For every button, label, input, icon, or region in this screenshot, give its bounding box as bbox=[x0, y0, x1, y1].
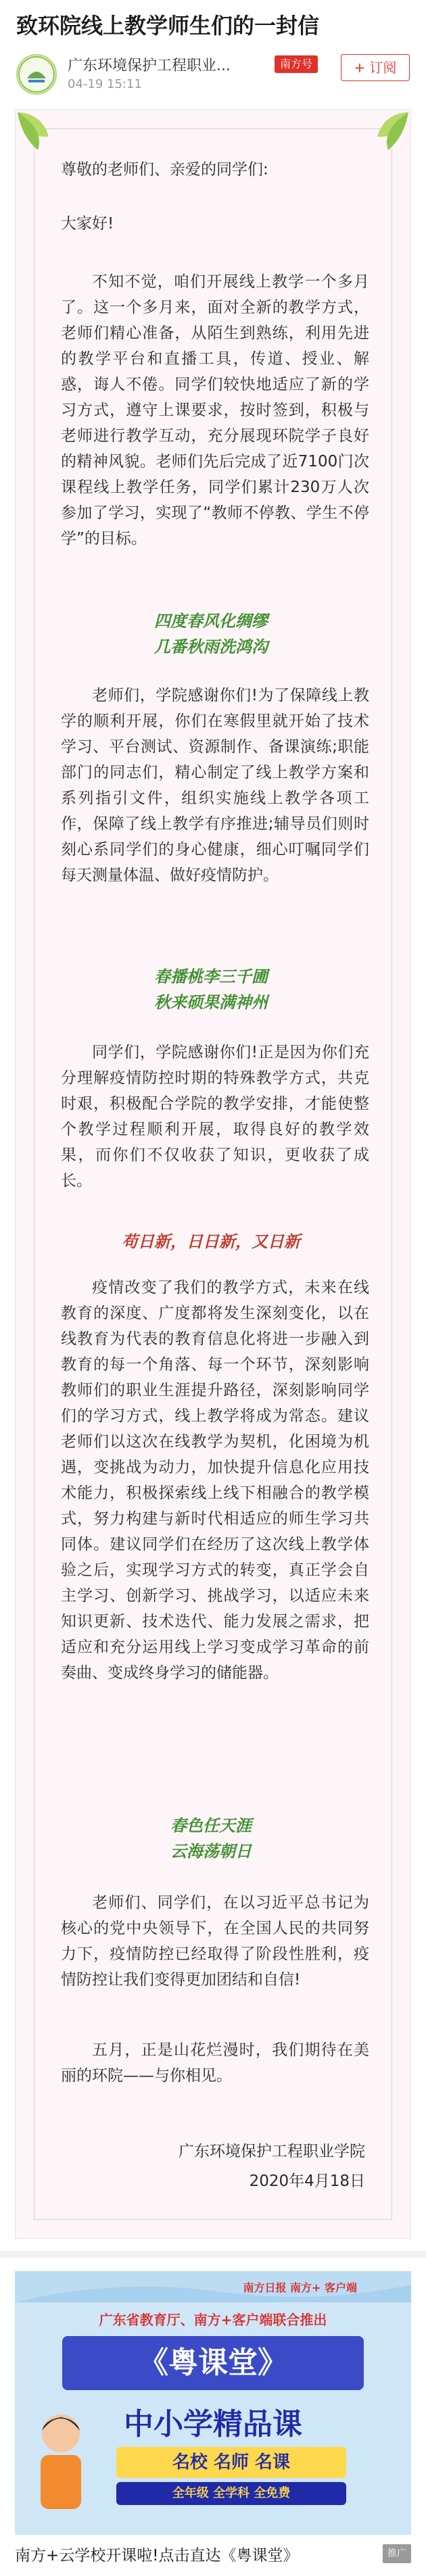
leaf-decoration-icon bbox=[364, 110, 411, 157]
paragraph-2: 老师们，学院感谢你们!为了保障线上教学的顺利开展，你们在寒假里就开始了技术学习、平台测试、资源制作、备课演练;职能部门的同志们，精心制定了线上教学方案和系列指引文件，组织实施线上教学各项工作，保障了线上教学有序推进;辅导员们则时刻心系同学们的身心健康，细心叮嘱同学们每天测量体温、做好疫情防护。 bbox=[61, 687, 369, 884]
paragraph-5: 老师们、同学们，在以习近平总书记为核心的党中央领导下，在全国人民的共同努力下，疫情防控已经取得了阶段性胜利，疫情防控让我们变得更加团结和自信! bbox=[61, 1894, 369, 1989]
promo-banner[interactable] bbox=[15, 2271, 411, 2535]
banner-tagline-2: 全年级 全学科 全免费 bbox=[116, 2482, 346, 2505]
publish-date: 04-19 15:11 bbox=[68, 77, 142, 91]
banner-logos: 南方日报 南方+ 客户端 bbox=[243, 2281, 357, 2294]
paragraph-6: 五月，正是山花烂漫时，我们期待在美丽的环院——与你相见。 bbox=[61, 2041, 369, 2085]
letter-date: 2020年4月18日 bbox=[249, 2172, 365, 2190]
author-name[interactable]: 广东环境保护工程职业... bbox=[68, 57, 231, 74]
paragraph-1: 不知不觉，咱们开展线上教学一个多月了。这一个多月来，面对全新的教学方式，老师们精心准备，从陌生到熟练，利用先进的教学平台和直播工具，传道、授业、解惑，诲人不倦。同学们较快地适应了新的学习方式，遵守上课要求，按时签到，积极与老师进行教学互动，充分展现环院学子良好的精神风貌。老师们先后完成了近7100门次课程线上教学任务，同学们累计230万人次参加了学习，实现了“教师不停教、学生不停学”的目标。 bbox=[61, 273, 369, 548]
article-meta bbox=[16, 53, 415, 100]
leaf-decoration-icon bbox=[15, 110, 62, 157]
section-heading-1a: 四度春风化绸缪 bbox=[154, 611, 268, 631]
section-heading-2a: 春播桃李三千圃 bbox=[154, 967, 268, 986]
banner-heading: 中小学精品课 bbox=[124, 2407, 302, 2441]
section-divider bbox=[0, 2251, 426, 2258]
promo-tag: 推广 bbox=[383, 2544, 411, 2563]
letter-card bbox=[15, 110, 411, 2239]
subscribe-button[interactable]: + 订阅 bbox=[341, 54, 410, 81]
section-heading-4b: 云海荡朝日 bbox=[170, 1841, 252, 1861]
article-title: 致环院线上教学师生们的一封信 bbox=[16, 13, 320, 39]
student-illustration-icon bbox=[20, 2406, 101, 2521]
school-logo-icon[interactable] bbox=[16, 54, 57, 95]
section-heading-3: 苟日新，日日新，又日新 bbox=[122, 1232, 300, 1251]
promo-caption-link[interactable]: 南方+云学校开课啦!点击直达《粤课堂》 bbox=[15, 2547, 299, 2565]
section-heading-2b: 秋来硕果满神州 bbox=[154, 992, 268, 1012]
banner-title: 《粤课堂》 bbox=[62, 2336, 364, 2390]
banner-subtitle: 广东省教育厅、南方+客户端联合推出 bbox=[99, 2312, 327, 2328]
banner-tagline: 名校 名师 名课 bbox=[116, 2447, 346, 2478]
section-heading-1b: 几番秋雨洗鸿沟 bbox=[154, 637, 268, 656]
section-heading-4a: 春色任天涯 bbox=[170, 1816, 252, 1835]
letter-greeting: 尊敬的老师们、亲爱的同学们: bbox=[61, 161, 268, 178]
paragraph-3: 同学们，学院感谢你们!正是因为你们充分理解疫情防控时期的特殊教学方式，共克时艰，积极配合学院的教学安排，才能使整个教学过程顺利开展，取得良好的教学效果，而你们不仅收获了知识，更收获了成长。 bbox=[61, 1044, 369, 1190]
letter-salutation: 大家好! bbox=[61, 215, 114, 233]
paragraph-4: 疫情改变了我们的教学方式，未来在线教育的深度、广度都将发生深刻变化，以在线教育为代表的教育信息化将进一步融入到教育的每一个角落、每一个环节，深刻影响教师们的职业生涯提升路径，深刻影响同学们的学习方式，线上教学将成为常态。建议老师们以这次在线教学为契机，化困境为机遇，变挑战为动力，加快提升信息化应用技术能力，积极探索线上线下相融合的教学模式，努力构建与新时代相适应的师生学习共同体。建议同学们在经历了这次线上教学体验之后，实现学习方式的转变，真正学会自主学习、创新学习、挑战学习，以适应未来知识更新、技术迭代、能力发展之需求，把适应和充分运用线上学习变成学习革命的前奏曲、变成终身学习的储能器。 bbox=[61, 1279, 369, 1682]
letter-signature: 广东环境保护工程职业学院 bbox=[179, 2143, 365, 2160]
source-badge: 南方号 bbox=[275, 55, 318, 73]
